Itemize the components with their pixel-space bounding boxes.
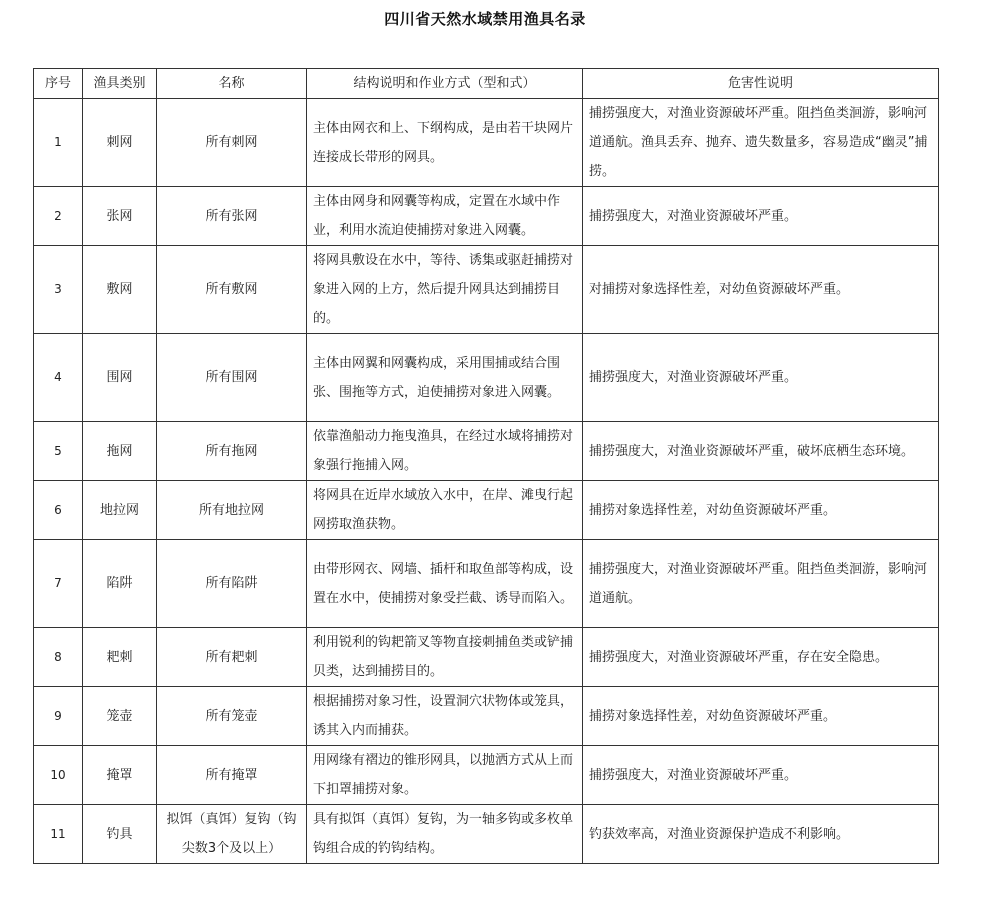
cell-no: 4: [34, 334, 83, 422]
cell-name: 所有敷网: [157, 246, 307, 334]
cell-no: 2: [34, 187, 83, 246]
cell-structure: 主体由网衣和上、下纲构成，是由若干块网片连接成长带形的网具。: [307, 99, 583, 187]
cell-no: 5: [34, 422, 83, 481]
cell-no: 1: [34, 99, 83, 187]
header-hazard: 危害性说明: [583, 69, 939, 99]
cell-type: 敷网: [83, 246, 157, 334]
cell-name: 所有地拉网: [157, 481, 307, 540]
cell-name: 所有拖网: [157, 422, 307, 481]
fishing-gear-table: [33, 68, 939, 864]
table-body: [34, 99, 939, 864]
cell-structure: 主体由网翼和网囊构成，采用围捕或结合围张、围拖等方式，迫使捕捞对象进入网囊。: [307, 334, 583, 422]
cell-hazard: 捕捞强度大，对渔业资源破坏严重。: [583, 746, 939, 805]
table-row: [34, 246, 939, 334]
table-row: [34, 805, 939, 864]
header-type: 渔具类别: [83, 69, 157, 99]
cell-type: 拖网: [83, 422, 157, 481]
cell-name: 所有陷阱: [157, 540, 307, 628]
cell-no: 9: [34, 687, 83, 746]
header-structure: 结构说明和作业方式（型和式）: [307, 69, 583, 99]
table-row: [34, 540, 939, 628]
cell-structure: 根据捕捞对象习性，设置洞穴状物体或笼具，诱其入内而捕获。: [307, 687, 583, 746]
cell-name: 所有笼壶: [157, 687, 307, 746]
cell-hazard: 捕捞对象选择性差，对幼鱼资源破坏严重。: [583, 481, 939, 540]
cell-hazard: 捕捞强度大，对渔业资源破坏严重，破坏底栖生态环境。: [583, 422, 939, 481]
cell-structure: 由带形网衣、网墙、插杆和取鱼部等构成，设置在水中，使捕捞对象受拦截、诱导而陷入。: [307, 540, 583, 628]
header-no: 序号: [34, 69, 83, 99]
cell-hazard: 捕捞强度大，对渔业资源破坏严重。: [583, 334, 939, 422]
cell-type: 陷阱: [83, 540, 157, 628]
table-row: [34, 628, 939, 687]
cell-type: 张网: [83, 187, 157, 246]
cell-structure: 将网具敷设在水中，等待、诱集或驱赶捕捞对象进入网的上方，然后提升网具达到捕捞目的。: [307, 246, 583, 334]
cell-structure: 具有拟饵（真饵）复钩，为一轴多钩或多枚单钩组合成的钓钩结构。: [307, 805, 583, 864]
table-row: [34, 687, 939, 746]
cell-structure: 依靠渔船动力拖曳渔具，在经过水域将捕捞对象强行拖捕入网。: [307, 422, 583, 481]
cell-structure: 用网缘有褶边的锥形网具，以抛洒方式从上而下扣罩捕捞对象。: [307, 746, 583, 805]
cell-type: 耙刺: [83, 628, 157, 687]
table-row: [34, 187, 939, 246]
cell-type: 围网: [83, 334, 157, 422]
table-row: [34, 334, 939, 422]
page-title: 四川省天然水域禁用渔具名录: [384, 10, 586, 28]
cell-hazard: 对捕捞对象选择性差，对幼鱼资源破坏严重。: [583, 246, 939, 334]
table-row: [34, 99, 939, 187]
cell-type: 掩罩: [83, 746, 157, 805]
cell-no: 3: [34, 246, 83, 334]
cell-structure: 将网具在近岸水域放入水中，在岸、滩曳行起网捞取渔获物。: [307, 481, 583, 540]
cell-no: 8: [34, 628, 83, 687]
cell-no: 6: [34, 481, 83, 540]
cell-hazard: 捕捞对象选择性差，对幼鱼资源破坏严重。: [583, 687, 939, 746]
cell-hazard: 钓获效率高，对渔业资源保护造成不利影响。: [583, 805, 939, 864]
table-row: [34, 422, 939, 481]
cell-no: 10: [34, 746, 83, 805]
cell-hazard: 捕捞强度大，对渔业资源破坏严重，存在安全隐患。: [583, 628, 939, 687]
cell-type: 笼壶: [83, 687, 157, 746]
table-row: [34, 481, 939, 540]
cell-type: 钓具: [83, 805, 157, 864]
cell-type: 地拉网: [83, 481, 157, 540]
table-row: [34, 746, 939, 805]
cell-structure: 利用锐利的钩耙箭叉等物直接刺捕鱼类或铲捕贝类，达到捕捞目的。: [307, 628, 583, 687]
cell-structure: 主体由网身和网囊等构成，定置在水域中作业，利用水流迫使捕捞对象进入网囊。: [307, 187, 583, 246]
cell-name: 所有围网: [157, 334, 307, 422]
cell-name: 所有张网: [157, 187, 307, 246]
cell-type: 刺网: [83, 99, 157, 187]
cell-hazard: 捕捞强度大，对渔业资源破坏严重。阻挡鱼类洄游，影响河道通航。: [583, 540, 939, 628]
cell-hazard: 捕捞强度大，对渔业资源破坏严重。阻挡鱼类洄游，影响河道通航。渔具丢弃、抛弃、遗失数量多，容易造成“幽灵”捕捞。: [583, 99, 939, 187]
cell-name: 所有掩罩: [157, 746, 307, 805]
cell-name: 所有刺网: [157, 99, 307, 187]
cell-name: 拟饵（真饵）复钩（钩尖数3个及以上）: [157, 805, 307, 864]
header-name: 名称: [157, 69, 307, 99]
cell-hazard: 捕捞强度大，对渔业资源破坏严重。: [583, 187, 939, 246]
cell-no: 11: [34, 805, 83, 864]
cell-no: 7: [34, 540, 83, 628]
table-header-row: [34, 69, 939, 99]
cell-name: 所有耙刺: [157, 628, 307, 687]
